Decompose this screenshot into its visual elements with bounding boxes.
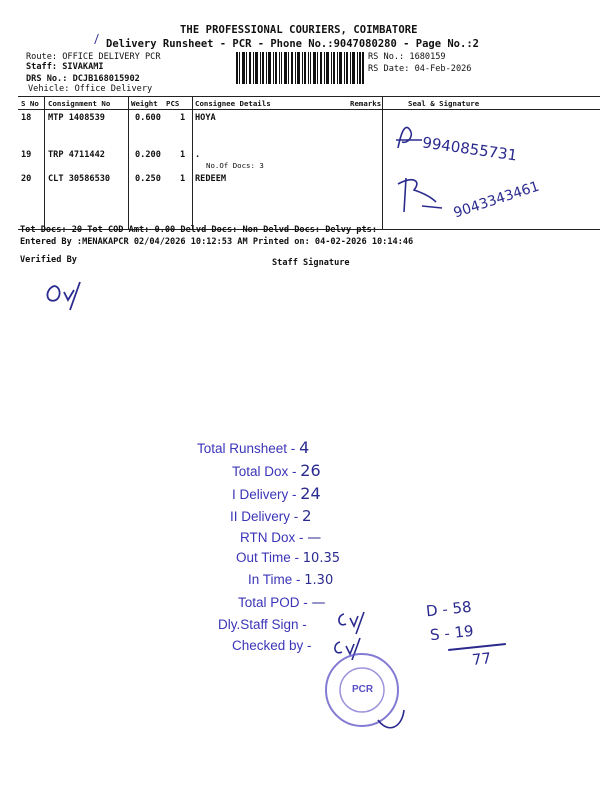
stamp-label: Checked by - [232, 638, 312, 653]
verified-by-label: Verified By [20, 255, 77, 265]
stamp-label: RTN Dox - [240, 530, 304, 545]
row-sno: 19 [21, 150, 32, 160]
stamp-value: 4 [299, 438, 310, 457]
col-divider [382, 96, 383, 229]
signature-row20 [392, 172, 462, 222]
vehicle-label: Vehicle: Office Delivery [28, 84, 153, 94]
col-seal: Seal & Signature [408, 99, 480, 108]
row-weight: 0.250 [135, 174, 161, 184]
stamp-i-delivery [232, 484, 321, 503]
row-consignment: TRP 4711442 [48, 150, 105, 160]
row-note: No.Of Docs: 3 [206, 161, 264, 170]
barcode [236, 52, 364, 84]
pen-mark [94, 34, 105, 44]
row-pcs: 1 [180, 113, 186, 123]
route-label: Route: OFFICE DELIVERY PCR [26, 52, 161, 62]
stamp-value: 26 [300, 461, 321, 480]
stamp-total-pod [238, 595, 326, 611]
stamp-checked-by [232, 638, 312, 653]
col-remarks: Remarks [350, 99, 382, 108]
rs-number: RS No.: 1680159 [368, 52, 446, 62]
row-consignee: . [195, 150, 201, 160]
stamp-value: 24 [300, 484, 321, 503]
row-consignment: MTP 1408539 [48, 113, 105, 123]
row-sno: 18 [21, 113, 32, 123]
row-weight: 0.600 [135, 113, 161, 123]
table-header-rule [18, 109, 600, 110]
summary-line: Tot Docs: 20 Tot COD Amt: 0.00 Delvd Docs: Non Delvd Docs: Delvy pts: [20, 225, 377, 235]
stamp-out-time [236, 550, 340, 566]
seal-text: PCR [352, 684, 374, 695]
row-sno: 20 [21, 174, 32, 184]
row-consignee: REDEEM [195, 174, 227, 184]
col-divider [128, 96, 129, 229]
stamp-value: 10.35 [302, 551, 340, 566]
col-consignee: Consignee Details [195, 99, 271, 108]
col-consignment: Consignment No [48, 99, 111, 108]
drs-number: DRS No.: DCJB168015902 [26, 74, 140, 84]
rs-date: RS Date: 04-Feb-2026 [368, 64, 472, 74]
calc-total: 77 [471, 649, 492, 669]
col-divider [192, 96, 193, 229]
col-divider [44, 96, 45, 229]
stamp-value: 1.30 [304, 573, 334, 588]
stamp-value: — [311, 595, 326, 611]
calc-line-1: D - 58 [425, 597, 473, 621]
row-pcs: 1 [180, 174, 186, 184]
stamp-label: Total Dox - [232, 464, 297, 479]
stamp-label: I Delivery - [232, 487, 297, 502]
stamp-value: — [307, 530, 322, 546]
col-weight: Weight [131, 99, 158, 108]
stamp-label: Total POD - [238, 595, 308, 610]
stamp-dly-staff-sign [218, 617, 307, 632]
entered-by: Entered By :MENAKAPCR 02/04/2026 10:12:53 AM Printed on: 04-02-2026 10:14:46 [20, 237, 414, 247]
stamp-label: II Delivery - [230, 509, 299, 524]
col-pcs: PCS [166, 99, 180, 108]
stamp-value: 2 [302, 507, 312, 525]
row-weight: 0.200 [135, 150, 161, 160]
company-title: THE PROFESSIONAL COURIERS, COIMBATORE [180, 24, 418, 36]
row-pcs: 1 [180, 150, 186, 160]
col-sno: S No [21, 99, 39, 108]
staff-label: Staff: SIVAKAMI [26, 62, 104, 72]
verified-signature [40, 272, 110, 312]
row-consignment: CLT 30586530 [48, 174, 111, 184]
calc-line-2: S - 19 [429, 621, 475, 645]
stamp-ii-delivery [230, 507, 312, 525]
stamp-label: In Time - [248, 572, 301, 587]
stamp-label: Dly.Staff Sign - [218, 617, 307, 632]
runsheet-title: Delivery Runsheet - PCR - Phone No.:9047080280 - Page No.:2 [106, 38, 479, 50]
stamp-total-dox [232, 461, 321, 480]
row-consignee: HOYA [195, 113, 216, 123]
staff-signature-label: Staff Signature [272, 258, 350, 268]
signature-phone-1: 9940855731 [421, 133, 519, 165]
signature-phone-2: 9043343461 [451, 178, 542, 222]
stamp-label: Total Runsheet - [197, 441, 296, 456]
stamp-total-runsheet [197, 438, 309, 457]
table-top-rule [18, 96, 600, 97]
stamp-in-time [248, 572, 333, 588]
stamp-label: Out Time - [236, 550, 300, 565]
stamp-rtn-dox [240, 530, 321, 546]
